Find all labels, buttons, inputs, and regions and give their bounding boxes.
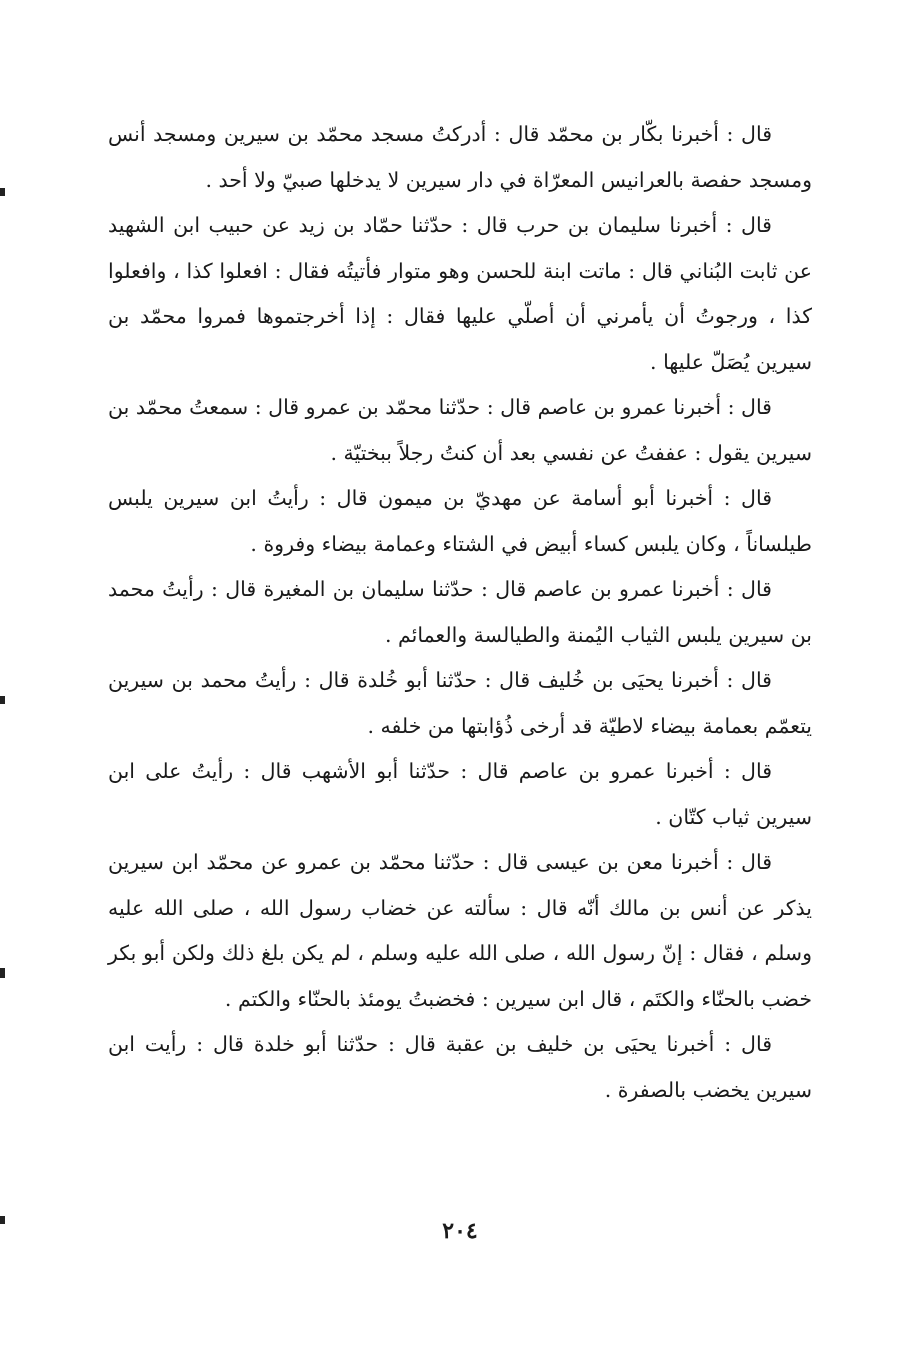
page-edge-mark	[0, 1216, 5, 1224]
page-edge-mark	[0, 696, 5, 704]
page-body	[108, 112, 812, 1113]
page-edge-mark	[0, 188, 5, 196]
page-edge-mark	[0, 968, 5, 978]
paragraph: قال : أخبرنا بكّار بن محمّد قال : أدركتُ مسجد محمّد بن سيرين ومسجد أنس ومسجد حفصة بالعرانيس المعرّاة في دار سيرين لا يدخلها صبيّ ولا أحد .	[108, 122, 812, 192]
paragraph: قال : أخبرنا يحيَى بن خُليف قال : حدّثنا أبو خُلدة قال : رأيتُ محمد بن سيرين يتعمّم بعمامة بيضاء لاطيّة قد أرخى ذُؤابتها من خلفه .	[108, 668, 812, 738]
paragraph: قال : أخبرنا عمرو بن عاصم قال : حدّثنا سليمان بن المغيرة قال : رأيتُ محمد بن سيرين يلبس الثياب اليُمنة والطيالسة والعمائم .	[108, 577, 812, 647]
paragraph: قال : أخبرنا يحيَى بن خليف بن عقبة قال : حدّثنا أبو خلدة قال : رأيت ابن سيرين يخضب بالصفرة .	[108, 1032, 812, 1102]
paragraph: قال : أخبرنا معن بن عيسى قال : حدّثنا محمّد بن عمرو عن محمّد ابن سيرين يذكر عن أنس بن مالك أنّه قال : سألته عن خضاب رسول الله ، صلى الله عليه وسلم ، فقال : إنّ رسول الله ، صلى الله عليه وسلم ، لم يكن بلغ ذلك ولكن أبو بكر خضب بالحنّاء والكتَم ، قال ابن سيرين : فخضبتُ يومئذ بالحنّاء والكتم .	[108, 850, 812, 1011]
paragraph: قال : أخبرنا عمرو بن عاصم قال : حدّثنا محمّد بن عمرو قال : سمعتُ محمّد بن سيرين يقول : عففتُ عن نفسي بعد أن كنتُ رجلاً ببختيّة .	[108, 395, 812, 465]
paragraph: قال : أخبرنا عمرو بن عاصم قال : حدّثنا أبو الأشهب قال : رأيتُ على ابن سيرين ثياب كتّان .	[108, 759, 812, 829]
page-number: ٢٠٤	[442, 1218, 478, 1244]
paragraph: قال : أخبرنا أبو أسامة عن مهديّ بن ميمون قال : رأيتُ ابن سيرين يلبس طيلساناً ، وكان يلبس كساء أبيض في الشتاء وعمامة بيضاء وفروة .	[108, 486, 812, 556]
paragraph: قال : أخبرنا سليمان بن حرب قال : حدّثنا حمّاد بن زيد عن حبيب ابن الشهيد عن ثابت البُناني قال : ماتت ابنة للحسن وهو متوار فأتيتُه فقال : افعلوا كذا ، وافعلوا كذا ، ورجوتُ أن يأمرني أن أصلّي عليها فقال : إذا أخرجتموها فمروا محمّد بن سيرين يُصَلّ عليها .	[108, 213, 812, 374]
